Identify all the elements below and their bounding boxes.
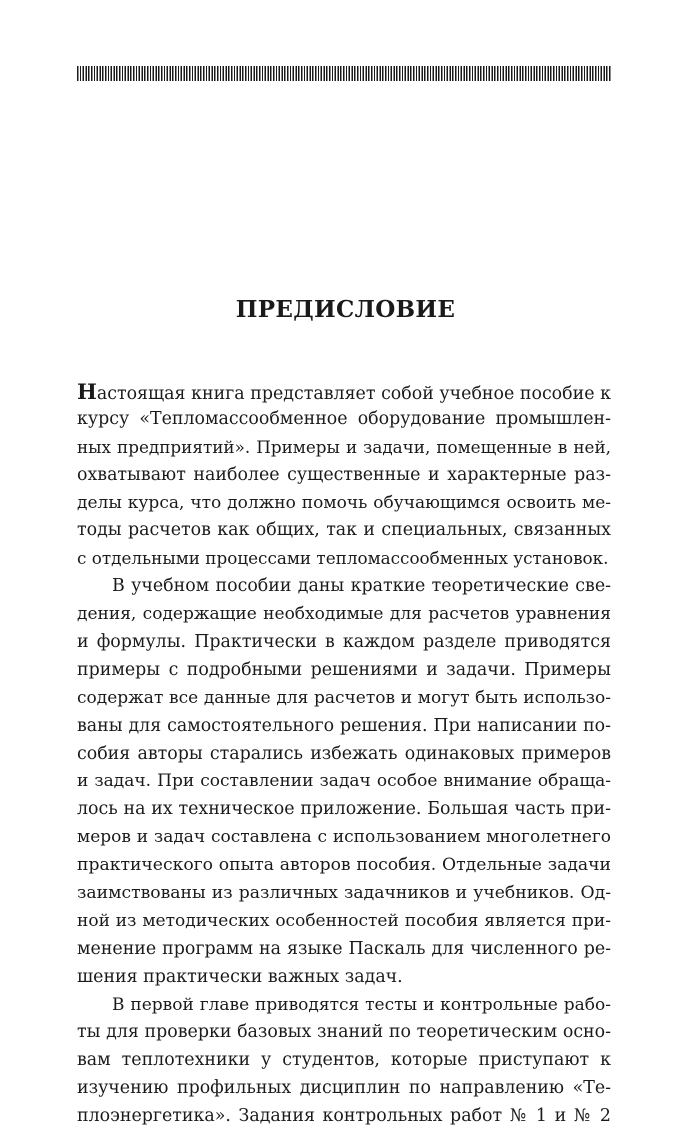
paragraph (77, 378, 611, 573)
paragraph-line: собия авторы старались избежать одинаковых примеров (77, 743, 611, 764)
drop-cap: Н (77, 379, 97, 404)
paragraph-line: ных предприятий». Примеры и задачи, помещенные в ней, (77, 436, 611, 457)
paragraph-line: шения практически важных задач. (77, 966, 403, 987)
paragraph-line (77, 378, 611, 406)
page-heading: ПРЕДИСЛОВИЕ (235, 296, 456, 323)
paragraph-line: содержат все данные для расчетов и могут быть использо- (77, 687, 611, 708)
preface-text (77, 378, 611, 1131)
paragraph-line: В учебном пособии даны краткие теоретические све- (112, 576, 611, 597)
paragraph-line: ты для проверки базовых знаний по теоретическим осно- (77, 1022, 611, 1043)
paragraph-line: ваны для самостоятельного решения. При написании по- (77, 715, 611, 736)
paragraph-line: примеры с подробными решениями и задачи. Примеры (77, 659, 611, 680)
paragraph-line: плоэнергетика». Задания контрольных работ № 1 и № 2 (77, 1106, 611, 1127)
line-text: астоящая книга представляет собой учебное пособие к (96, 384, 611, 404)
paragraph-line: изучению профильных дисциплин по направлению «Те- (77, 1078, 611, 1099)
paragraph (77, 992, 611, 1131)
header-hatched-rule (77, 66, 611, 81)
paragraph-line: меров и задач составлена с использованием многолетнего (77, 827, 611, 848)
paragraph-line: практического опыта авторов пособия. Отдельные задачи (77, 855, 611, 876)
paragraph-line: и формулы. Практически в каждом разделе приводятся (77, 632, 611, 653)
paragraph-line: с отдельными процессами тепломассообменных установок. (77, 548, 609, 569)
paragraph-line: заимствованы из различных задачников и учебников. Од- (77, 883, 611, 904)
paragraph-line: охватывают наиболее существенные и характерные раз- (77, 464, 611, 485)
paragraph-line: менение программ на языке Паскаль для численного ре- (77, 938, 611, 959)
paragraph-line: курсу «Тепломассообменное оборудование промышлен- (77, 408, 611, 429)
paragraph-line: В первой главе приводятся тесты и контрольные рабо- (112, 994, 611, 1015)
paragraph-line: вам теплотехники у студентов, которые приступают к (77, 1050, 611, 1071)
paragraph-line: лось на их техническое приложение. Большая часть при- (77, 799, 611, 820)
paragraph-line: тоды расчетов как общих, так и специальных, связанных (77, 520, 611, 541)
paragraph-line: дения, содержащие необходимые для расчетов уравнения (77, 604, 611, 625)
paragraph-line: и задач. При составлении задач особое внимание обраща- (77, 771, 611, 792)
paragraph (77, 573, 611, 991)
paragraph-line: ной из методических особенностей пособия является при- (77, 910, 611, 931)
paragraph-line: делы курса, что должно помочь обучающимся освоить ме- (77, 492, 611, 513)
